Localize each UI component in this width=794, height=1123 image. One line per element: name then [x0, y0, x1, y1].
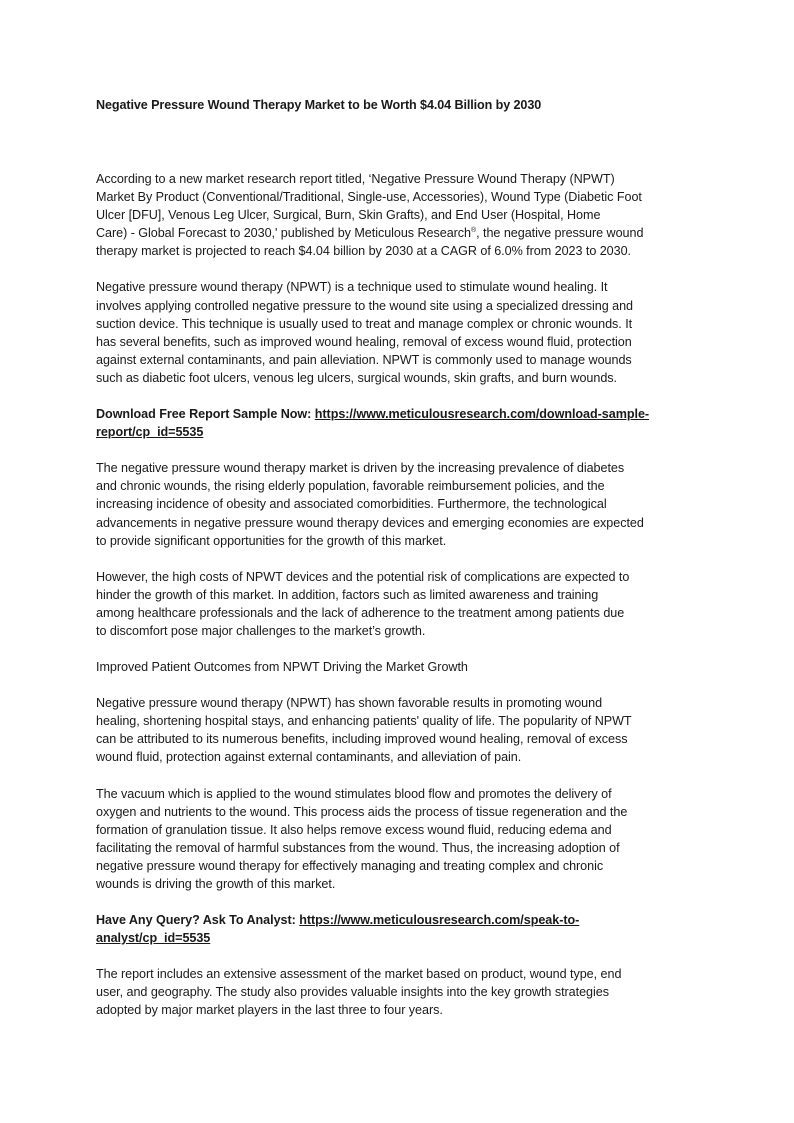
paragraph-line: wound fluid, protection against external contaminants, and alleviation of pain.	[96, 750, 522, 765]
paragraph-line: has several benefits, such as improved wound healing, removal of excess wound fluid, protection	[96, 334, 632, 349]
paragraph-line	[96, 929, 698, 947]
line-text: Care) - Global Forecast to 2030,' published by Meticulous Research	[96, 226, 472, 241]
paragraph-line: The negative pressure wound therapy market is driven by the increasing prevalence of diabetes	[96, 461, 625, 476]
paragraph-line: Negative pressure wound therapy (NPWT) is a technique used to stimulate wound healing. It	[96, 280, 608, 295]
paragraph-line: to discomfort pose major challenges to the market’s growth.	[96, 623, 426, 638]
paragraph-line: Market By Product (Conventional/Traditional, Single-use, Accessories), Wound Type (Diabetic Foot	[96, 190, 642, 205]
paragraph-line: advancements in negative pressure wound therapy devices and emerging economies are expected	[96, 515, 644, 530]
paragraph-line: among healthcare professionals and the lack of adherence to the treatment among patients due	[96, 605, 625, 620]
paragraph-line: therapy market is projected to reach $4.04 billion by 2030 at a CAGR of 6.0% from 2023 to 2030.	[96, 244, 631, 259]
paragraph-line: to provide significant opportunities for the growth of this market.	[96, 533, 447, 548]
paragraph-line: such as diabetic foot ulcers, venous leg ulcers, surgical wounds, skin grafts, and burn wounds.	[96, 370, 617, 385]
download-sample-paragraph	[96, 405, 698, 441]
paragraph-line: can be attributed to its numerous benefits, including improved wound healing, removal of excess	[96, 732, 628, 747]
paragraph-line: The report includes an extensive assessment of the market based on product, wound type, end	[96, 967, 622, 982]
paragraph-line: negative pressure wound therapy for effectively managing and treating complex and chronic	[96, 858, 604, 873]
analyst-query-paragraph	[96, 911, 698, 947]
analyst-query-label: Have Any Query? Ask To Analyst:	[96, 913, 300, 928]
section-subheading	[96, 658, 698, 676]
download-sample-link[interactable]: https://www.meticulousresearch.com/download-sample-	[314, 407, 650, 422]
vacuum-mechanism-paragraph	[96, 785, 698, 894]
market-challenges-paragraph	[96, 568, 698, 640]
paragraph-line: The vacuum which is applied to the wound stimulates blood flow and promotes the delivery of	[96, 786, 612, 801]
paragraph-line: oxygen and nutrients to the wound. This process aids the process of tissue regeneration and the	[96, 804, 628, 819]
paragraph-line: Ulcer [DFU], Venous Leg Ulcer, Surgical, Burn, Skin Grafts), and End User (Hospital, Home	[96, 208, 601, 223]
line-text: , the negative pressure wound	[476, 226, 644, 241]
document-page	[96, 96, 698, 1020]
paragraph-line	[96, 405, 698, 423]
paragraph-line: formation of granulation tissue. It also helps remove excess wound fluid, reducing edema and	[96, 822, 612, 837]
intro-paragraph	[96, 170, 698, 260]
analyst-query-link-continued[interactable]: analyst/cp_id=5535	[96, 931, 211, 946]
paragraph-line: adopted by major market players in the last three to four years.	[96, 1003, 443, 1018]
paragraph-line	[96, 224, 698, 242]
npwt-definition-paragraph	[96, 278, 698, 387]
paragraph-line: increasing incidence of obesity and associated comorbidities. Furthermore, the technological	[96, 497, 607, 512]
report-scope-paragraph	[96, 965, 698, 1019]
paragraph-line: suction device. This technique is usually used to treat and manage complex or chronic wounds. It	[96, 316, 633, 331]
paragraph-line: wounds is driving the growth of this market.	[96, 877, 336, 891]
paragraph-line: involves applying controlled negative pressure to the wound site using a specialized dressing and	[96, 298, 634, 313]
paragraph-line: hinder the growth of this market. In addition, factors such as limited awareness and training	[96, 587, 599, 602]
paragraph-line: healing, shortening hospital stays, and enhancing patients' quality of life. The popularity of NPWT	[96, 714, 632, 729]
paragraph-line: and chronic wounds, the rising elderly population, favorable reimbursement policies, and the	[96, 479, 605, 494]
market-drivers-paragraph	[96, 459, 698, 549]
paragraph-line: user, and geography. The study also provides valuable insights into the key growth strategies	[96, 985, 609, 1000]
paragraph-line: against external contaminants, and pain alleviation. NPWT is commonly used to manage wounds	[96, 352, 632, 367]
paragraph-line: According to a new market research report titled, ‘Negative Pressure Wound Therapy (NPWT)	[96, 172, 615, 186]
paragraph-line: Negative pressure wound therapy (NPWT) has shown favorable results in promoting wound	[96, 696, 603, 711]
paragraph-line	[96, 911, 698, 929]
registered-mark: ®	[471, 227, 477, 235]
subheading-text: Improved Patient Outcomes from NPWT Driving the Market Growth	[96, 660, 468, 675]
download-sample-label: Download Free Report Sample Now:	[96, 407, 315, 422]
download-sample-link-continued[interactable]: report/cp_id=5535	[96, 425, 204, 440]
paragraph-line: However, the high costs of NPWT devices and the potential risk of complications are expected to	[96, 569, 630, 584]
analyst-query-link[interactable]: https://www.meticulousresearch.com/speak-to-	[299, 913, 580, 928]
paragraph-line: facilitating the removal of harmful substances from the wound. Thus, the increasing adoption of	[96, 840, 620, 855]
npwt-benefits-paragraph	[96, 694, 698, 766]
document-title: Negative Pressure Wound Therapy Market to be Worth $4.04 Billion by 2030	[96, 98, 542, 112]
paragraph-line	[96, 423, 698, 441]
